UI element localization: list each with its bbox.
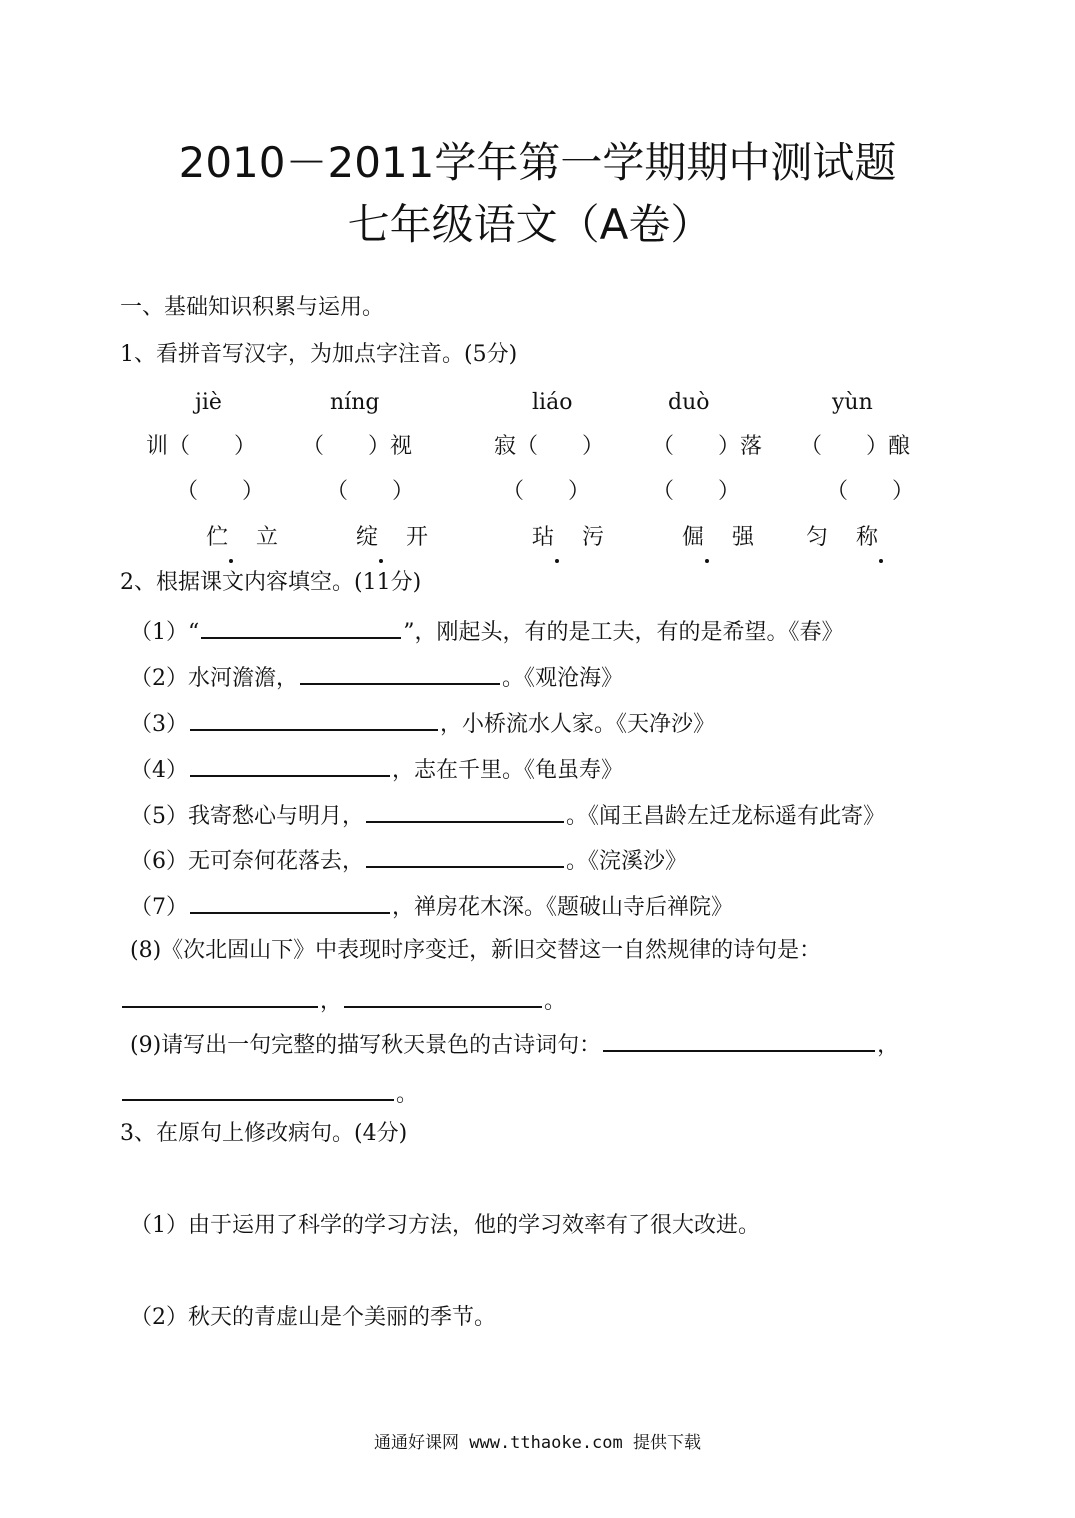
char-blank-5[interactable]: （ ）酿 (800, 434, 911, 459)
dotted-word-4 (682, 523, 782, 553)
fill-item-7 (130, 890, 733, 923)
word-char: 污 (582, 525, 633, 550)
item-number: （1）“ (130, 620, 200, 645)
item-text: 。《闻王昌龄左迁龙标遥有此寄》 (566, 804, 886, 829)
answer-blank[interactable] (603, 1028, 875, 1052)
question-2-heading: 2、根据课文内容填空。(11分) (120, 570, 422, 595)
fill-item-5 (130, 799, 885, 832)
word-char: 立 (256, 525, 307, 550)
separator: ， (320, 989, 343, 1014)
answer-blank[interactable] (190, 707, 438, 731)
char-blank-2[interactable]: （ ）视 (302, 434, 413, 459)
item-number: （2） (130, 666, 188, 691)
fill-item-4 (130, 753, 623, 786)
answer-blank[interactable] (300, 661, 500, 685)
page-footer: 通通好课网 www.tthaoke.com 提供下载 (374, 1433, 701, 1453)
fill-item-2 (130, 661, 623, 694)
question-3-heading: 3、在原句上修改病句。(4分) (120, 1121, 408, 1146)
answer-blank[interactable] (344, 984, 542, 1008)
word-char: 强 (732, 525, 783, 550)
pinyin-blank-3[interactable]: （ ） (502, 479, 591, 504)
answer-blank[interactable] (201, 615, 401, 639)
word-char: 匀 (806, 525, 857, 550)
dotted-char: 倔 (682, 523, 732, 553)
answer-blank[interactable] (122, 984, 318, 1008)
fill-item-6 (130, 844, 687, 877)
sentence-1: （1）由于运用了科学的学习方法，他的学习效率有了很大改进。 (130, 1213, 760, 1238)
item-text: ”，刚起头，有的是工夫，有的是希望。《春》 (403, 620, 844, 645)
dotted-char: 伫 (206, 523, 256, 553)
dotted-word-1 (206, 523, 306, 553)
item-text: ，禅房花木深。《题破山寺后禅院》 (392, 895, 734, 920)
answer-blank[interactable] (122, 1077, 394, 1101)
fill-item-9-answers (120, 1077, 418, 1110)
item-text: 我寄愁心与明月， (188, 804, 365, 829)
item-number: （3） (130, 712, 188, 737)
exam-title: 2010－2011学年第一学期期中测试题 (178, 138, 897, 187)
separator: ， (877, 1033, 900, 1058)
item-text: 无可奈何花落去， (188, 849, 365, 874)
pinyin-blank-4[interactable]: （ ） (652, 479, 741, 504)
fill-item-8-answers (120, 984, 566, 1017)
dotted-char: 称 (856, 523, 906, 553)
dotted-word-2 (356, 523, 456, 553)
item-number: （7） (130, 895, 188, 920)
char-blank-4[interactable]: （ ）落 (652, 434, 763, 459)
pinyin-1: jiè (195, 390, 222, 415)
item-text: 水河澹澹， (188, 666, 299, 691)
dotted-char: 玷 (532, 523, 582, 553)
pinyin-3: liáo (532, 390, 573, 415)
fill-item-8: (8)《次北固山下》中表现时序变迁，新旧交替这一自然规律的诗句是： (130, 938, 822, 963)
pinyin-2: níng (330, 390, 380, 415)
dotted-word-3 (532, 523, 632, 553)
separator: 。 (544, 989, 567, 1014)
fill-item-3 (130, 707, 715, 740)
sentence-2: （2）秋天的青虚山是个美丽的季节。 (130, 1305, 496, 1330)
dotted-word-5 (806, 523, 906, 553)
answer-blank[interactable] (366, 799, 564, 823)
item-text: ，小桥流水人家。《天净沙》 (440, 712, 716, 737)
item-number: （4） (130, 758, 188, 783)
char-blank-1[interactable]: 训（ ） (146, 434, 257, 459)
answer-blank[interactable] (190, 753, 390, 777)
pinyin-blank-1[interactable]: （ ） (176, 479, 265, 504)
section-heading: 一、基础知识积累与运用。 (120, 295, 385, 320)
pinyin-blank-2[interactable]: （ ） (326, 479, 415, 504)
item-text: ，志在千里。《龟虽寿》 (392, 758, 624, 783)
answer-blank[interactable] (366, 844, 564, 868)
item-text: 。《观沧海》 (502, 666, 624, 691)
question-1-heading: 1、看拼音写汉字，为加点字注音。(5分) (120, 342, 518, 367)
dotted-char: 绽 (356, 523, 406, 553)
item-number: （5） (130, 804, 188, 829)
char-blank-3[interactable]: 寂（ ） (494, 434, 605, 459)
item-text: 。《浣溪沙》 (566, 849, 688, 874)
word-char: 开 (406, 525, 457, 550)
pinyin-4: duò (668, 390, 710, 415)
fill-item-1 (130, 615, 844, 648)
separator: 。 (396, 1082, 419, 1107)
fill-item-9 (130, 1028, 899, 1061)
item-number: （6） (130, 849, 188, 874)
answer-blank[interactable] (190, 890, 390, 914)
exam-subtitle: 七年级语文（A卷） (347, 200, 713, 249)
item-text: (9)请写出一句完整的描写秋天景色的古诗词句： (130, 1033, 602, 1058)
pinyin-blank-5[interactable]: （ ） (826, 479, 915, 504)
pinyin-5: yùn (832, 390, 873, 415)
